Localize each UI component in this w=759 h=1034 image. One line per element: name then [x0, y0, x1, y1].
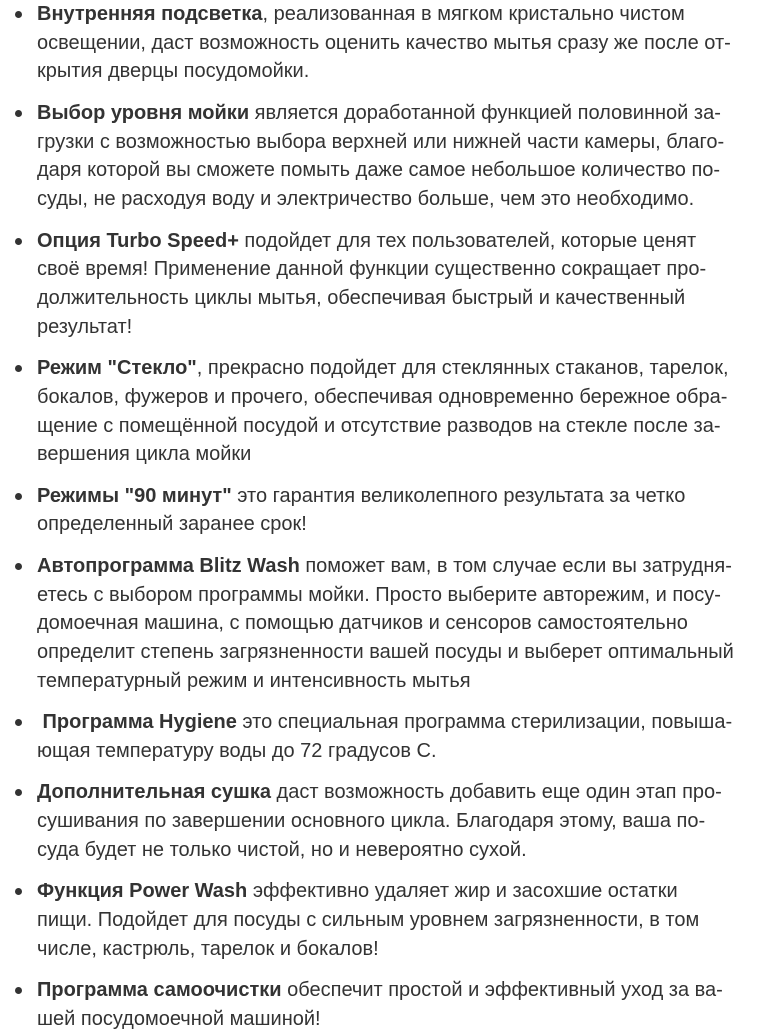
feature-description: , прекрасно подойдет для стеклянных стаканов, тарелок,: [196, 357, 729, 380]
feature-description: суды, не расходуя воду и электричество больше, чем это необходимо.: [37, 188, 695, 211]
list-item-line: [37, 708, 753, 737]
feature-description: подойдет для тех пользователей, которые ценят: [238, 229, 697, 252]
feature-name: Программа Hygiene: [37, 711, 237, 734]
bullet-icon: [15, 719, 22, 726]
list-item-line: [37, 877, 753, 906]
feature-description: бокалов, фужеров и прочего, обеспечивая одновременно бережное обра-: [37, 385, 728, 408]
bullet-icon: [15, 365, 22, 372]
feature-description: вершения цикла мойки: [37, 443, 252, 466]
feature-description: пищи. Подойдет для посуды с сильным уровнем загрязненности, в том: [37, 909, 700, 932]
feature-description: , реализованная в мягком кристально чистом: [262, 3, 685, 25]
feature-description: крытия дверцы посудомойки.: [37, 60, 310, 83]
feature-description: шей посудомоечной машиной!: [37, 1007, 321, 1030]
bullet-icon: [15, 238, 22, 245]
feature-description: числе, кастрюль, тарелок и бокалов!: [37, 937, 379, 960]
feature-description: является доработанной функцией половинной за-: [249, 101, 721, 124]
feature-description: сушивания по завершении основного цикла. Благодаря этому, ваша по-: [37, 810, 706, 833]
feature-name: Режим "Стекло": [37, 357, 197, 380]
list-item: [0, 552, 759, 696]
feature-name: Программа самоочистки: [37, 979, 282, 1002]
bullet-icon: [15, 789, 22, 796]
list-item-line: [37, 227, 753, 256]
list-item: [0, 354, 759, 469]
feature-description: поможет вам, в том случае если вы затрудня-: [299, 554, 732, 577]
list-item: [0, 482, 759, 539]
feature-description: щение с помещённой посудой и отсутствие разводов на стекле после за-: [37, 414, 721, 437]
feature-name: Внутренняя подсветка: [37, 3, 263, 25]
feature-description: определит степень загрязненности вашей посуды и выберет оптимальный: [37, 641, 734, 664]
list-item-line: [37, 354, 753, 383]
feature-description: даст возможность добавить еще один этап про-: [270, 781, 722, 804]
feature-name: Выбор уровня мойки: [37, 101, 250, 124]
list-item-line: [37, 482, 753, 511]
feature-name: Дополнительная сушка: [37, 781, 271, 804]
feature-description: результат!: [37, 315, 133, 338]
feature-name: Режимы "90 минут": [37, 484, 232, 507]
bullet-icon: [15, 888, 22, 895]
bullet-icon: [15, 11, 22, 18]
list-item: [0, 877, 759, 963]
feature-description: определенный заранее срок!: [37, 513, 307, 536]
list-item-line: [37, 976, 753, 1005]
feature-description: эффективно удаляет жир и засохшие остатки: [247, 880, 678, 903]
feature-description: обеспечит простой и эффективный уход за ва-: [281, 979, 723, 1002]
list-item: [0, 778, 759, 864]
bullet-icon: [15, 493, 22, 500]
feature-name: Опция Turbo Speed+: [37, 229, 239, 252]
list-item-line: [37, 99, 753, 128]
feature-description: своё время! Применение данной функции существенно сокращает про-: [37, 258, 707, 281]
feature-description: етесь с выбором программы мойки. Просто выберите авторежим, и посу-: [37, 583, 721, 606]
feature-name: Функция Power Wash: [37, 880, 248, 903]
feature-description: должительность циклы мытья, обеспечивая быстрый и качественный: [37, 286, 686, 309]
feature-description: это специальная программа стерилизации, повыша-: [236, 711, 733, 734]
list-item: [0, 0, 759, 86]
feature-description: даря которой вы сможете помыть даже самое небольшое количество по-: [37, 159, 721, 182]
feature-description: освещении, даст возможность оценить качество мытья сразу же после от-: [37, 31, 731, 54]
list-item-line: [37, 778, 753, 807]
list-item: [0, 227, 759, 342]
feature-description: домоечная машина, с помощью датчиков и сенсоров самостоятельно: [37, 612, 688, 635]
list-item: [0, 976, 759, 1033]
feature-description: грузки с возможностью выбора верхней или нижней части камеры, благо-: [37, 130, 725, 153]
list-item-line: [37, 0, 753, 29]
feature-description: температурный режим и интенсивность мытья: [37, 669, 471, 692]
feature-description: суда будет не только чистой, но и невероятно сухой.: [37, 838, 527, 861]
list-item: [0, 99, 759, 214]
bullet-icon: [15, 563, 22, 570]
feature-description: ющая температуру воды до 72 градусов С.: [37, 739, 437, 762]
feature-description: это гарантия великолепного результата за четко: [231, 484, 686, 507]
bullet-icon: [15, 110, 22, 117]
list-item: [0, 708, 759, 765]
feature-name: Автопрограмма Blitz Wash: [37, 554, 300, 577]
bullet-icon: [15, 987, 22, 994]
list-item-line: [37, 552, 753, 581]
